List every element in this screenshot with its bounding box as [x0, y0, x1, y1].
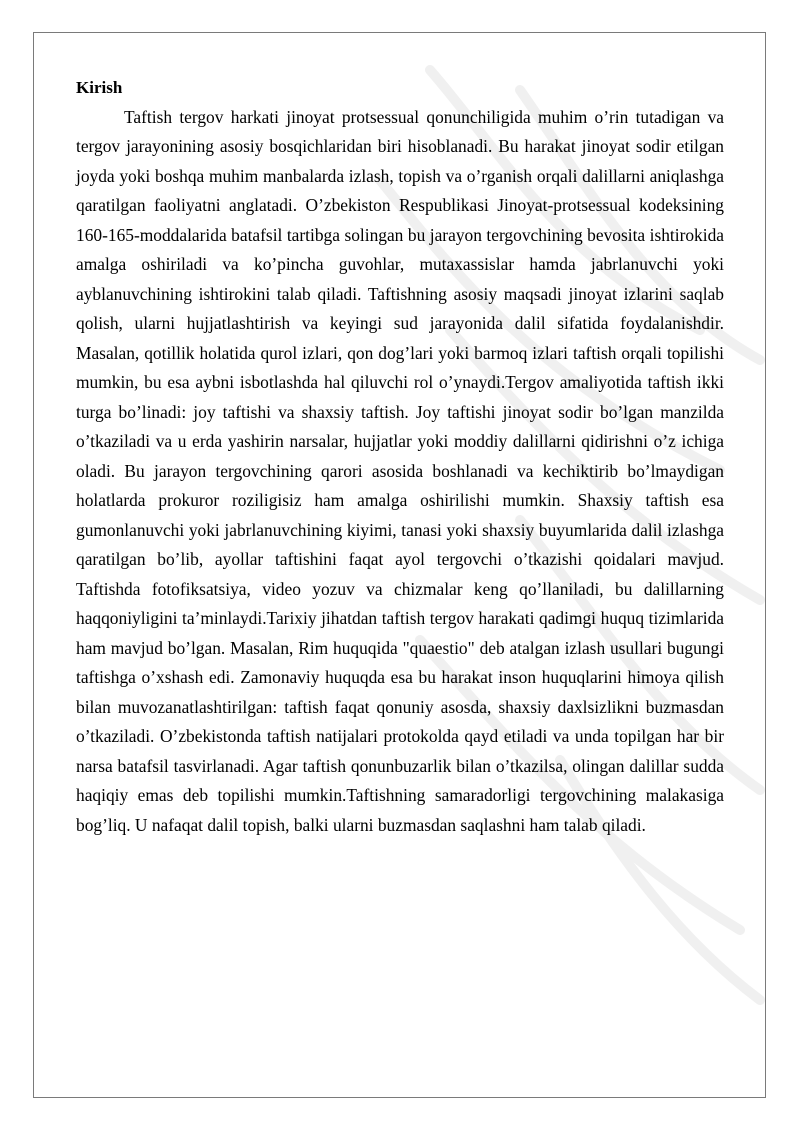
- body-paragraph: Taftish tergov harkati jinoyat protsessual qonunchiligida muhim o’rin tutadigan va tergov jarayonining asosiy bosqichlaridan biri hisoblanadi. Bu harakat jinoyat sodir etilgan joyda yoki boshqa muhim manbalarda izlash, topish va o’rganish orqali dalillarni aniqlashga qaratilgan faoliyatni anglatadi. O’zbekiston Respublikasi Jinoyat-protsessual kodeksining 160-165-moddalarida batafsil tartibga solingan bu jarayon tergovchining bevosita ishtirokida amalga oshiriladi va ko’pincha guvohlar, mutaxassislar hamda jabrlanuvchi yoki ayblanuvchining ishtirokini talab qiladi. Taftishning asosiy maqsadi jinoyat izlarini saqlab qolish, ularni hujjatlashtirish va keyingi sud jarayonida dalil sifatida foydalanishdir. Masalan, qotillik holatida qurol izlari, qon dog’lari yoki barmoq izlari taftish orqali topilishi mumkin, bu esa aybni isbotlashda hal qiluvchi rol o’ynaydi.Tergov amaliyotida taftish ikki turga bo’linadi: joy taftishi va shaxsiy taftish. Joy taftishi jinoyat sodir bo’lgan manzilda o’tkaziladi va u erda yashirin narsalar, hujjatlar yoki moddiy dalillarni qidirishni o’z ichiga oladi. Bu jarayon tergovchining qarori asosida boshlanadi va kechiktirib bo’lmaydigan holatlarda prokuror roziligisiz ham amalga oshirilishi mumkin. Shaxsiy taftish esa gumonlanuvchi yoki jabrlanuvchining kiyimi, tanasi yoki shaxsiy buyumlarida dalil izlashga qaratilgan bo’lib, ayollar taftishini faqat ayol tergovchi o’tkazishi qoidalari mavjud. Taftishda fotofiksatsiya, video yozuv va chizmalar keng qo’llaniladi, bu dalillarning haqqoniyligini ta’minlaydi.Tarixiy jihatdan taftish tergov harakati qadimgi huquq tizimlarida ham mavjud bo’lgan. Masalan, Rim huquqida "quaestio" deb atalgan izlash usullari bugungi taftishga o’xshash edi. Zamonaviy huquqda esa bu harakat inson huquqlarini himoya qilish bilan muvozanatlashtirilgan: taftish faqat qonuniy asosda, shaxsiy daxlsizlikni buzmasdan o’tkaziladi. O’zbekistonda taftish natijalari protokolda qayd etiladi va unda topilgan har bir narsa batafsil tasvirlanadi. Agar taftish qonunbuzarlik bilan o’tkazilsa, olingan dalillar sudda haqiqiy emas deb topilishi mumkin.Taftishning samaradorligi tergovchining malakasiga bog’liq. U nafaqat dalil topish, balki ularni buzmasdan saqlashni ham talab qiladi.: [76, 106, 724, 835]
- document-body: [76, 73, 724, 840]
- section-heading: Kirish: [76, 78, 123, 97]
